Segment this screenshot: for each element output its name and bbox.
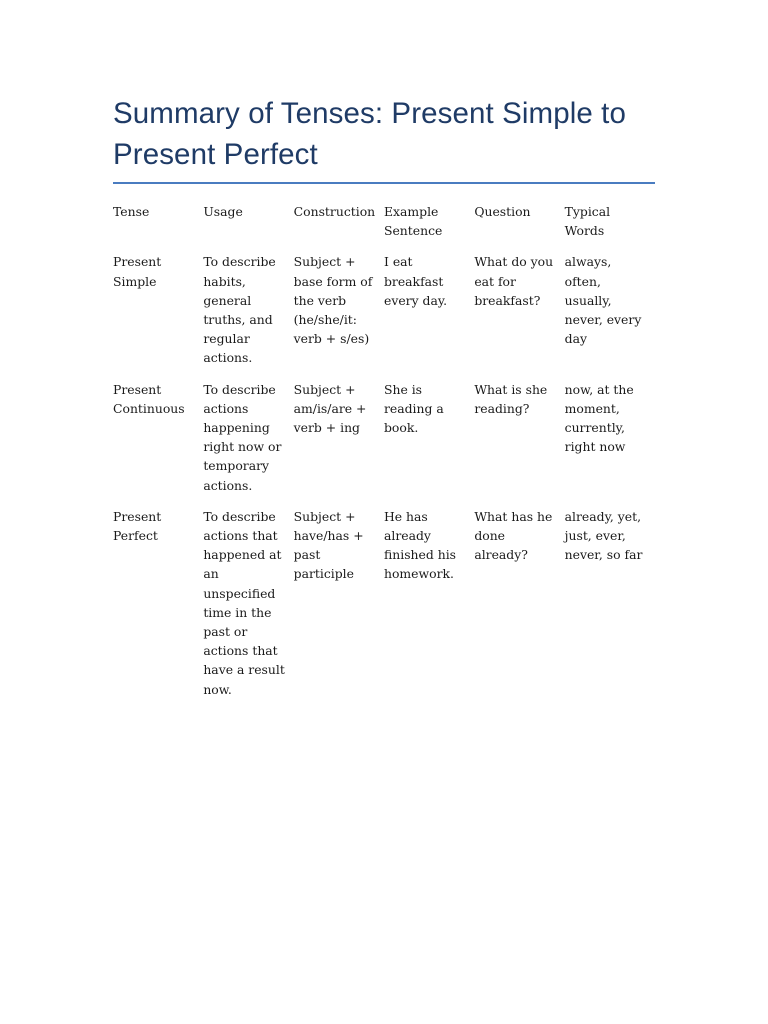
header-typical-words: Typical Words <box>564 204 611 239</box>
header-construction: Construction <box>293 204 376 219</box>
tenses-table <box>113 202 655 711</box>
cell-usage: To describe actions happening right now or temporary actions. <box>203 381 282 493</box>
cell-construction: Subject + have/has + past participle <box>293 508 364 582</box>
cell-question: What is she reading? <box>474 381 548 416</box>
header-question: Question <box>474 204 531 219</box>
title-underline <box>113 182 655 184</box>
cell-tense: Present Perfect <box>113 508 162 544</box>
header-tense: Tense <box>113 204 150 219</box>
cell-typical-words: now, at the moment, currently, right now <box>564 381 634 455</box>
cell-tense: Present Simple <box>113 254 162 289</box>
table-row <box>113 252 655 379</box>
cell-typical-words: always, often, usually, never, every day <box>564 254 642 347</box>
cell-construction: Subject + base form of the verb (he/she/it: verb + s/es) <box>293 254 373 347</box>
cell-question: What do you eat for breakfast? <box>474 254 554 308</box>
cell-example-sentence: He has already finished his homework. <box>383 508 457 582</box>
cell-question: What has he done already? <box>474 508 553 563</box>
cell-construction: Subject + am/is/are + verb + ing <box>293 381 367 436</box>
cell-example-sentence: I eat breakfast every day. <box>383 254 448 308</box>
table-header-row <box>113 202 655 252</box>
header-example-sentence: Example Sentence <box>383 204 443 239</box>
cell-example-sentence: She is reading a book. <box>383 381 444 436</box>
table-row <box>113 380 655 507</box>
header-usage: Usage <box>203 204 243 219</box>
cell-usage: To describe actions that happened at an unspecified time in the past or actions that have a result now. <box>203 508 285 697</box>
table-row <box>113 507 655 711</box>
cell-usage: To describe habits, general truths, and regular actions. <box>203 254 276 366</box>
cell-tense: Present Continuous <box>113 381 185 416</box>
document-title: Summary of Tenses: Present Simple to Present Perfect <box>113 97 626 171</box>
document-page <box>113 0 655 711</box>
cell-typical-words: already, yet, just, ever, never, so far <box>564 508 643 563</box>
